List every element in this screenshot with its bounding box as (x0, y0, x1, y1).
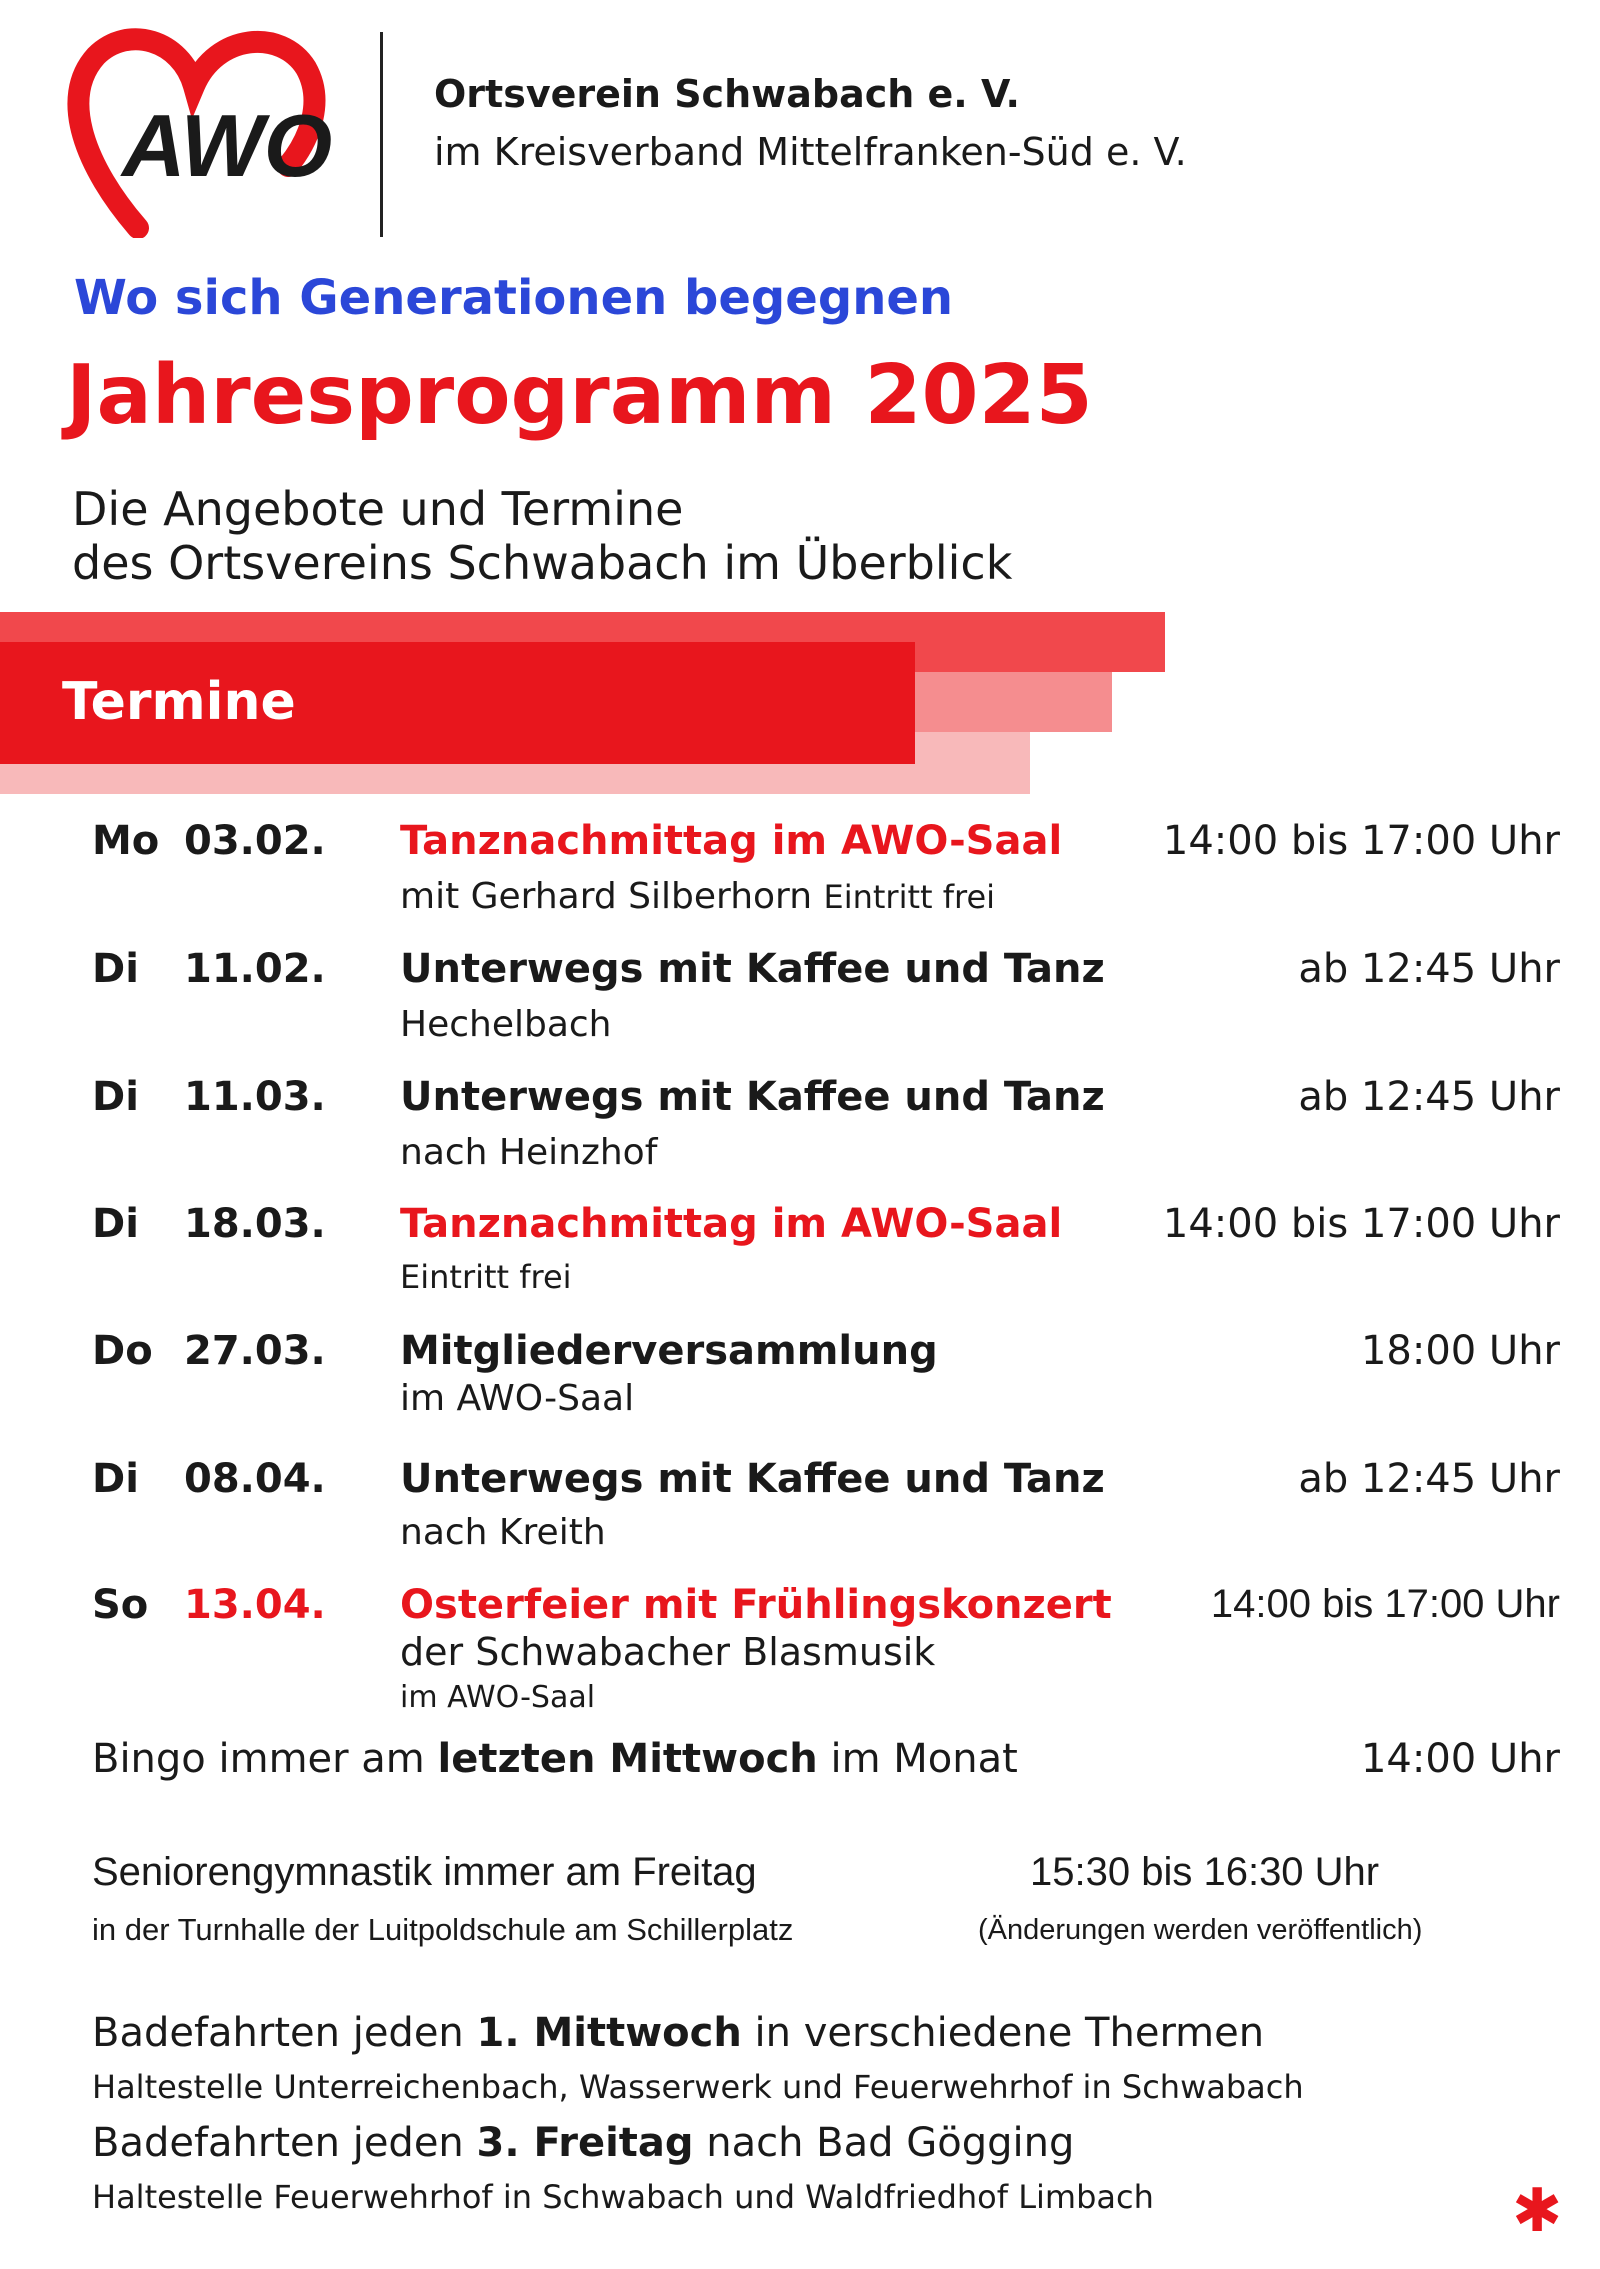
slogan: Wo sich Generationen begegnen (74, 270, 954, 326)
event-title: Mitgliederversammlung (400, 1328, 938, 1374)
event-subtitle: Hechelbach (400, 1004, 612, 1045)
event-subtitle-text: mit Gerhard Silberhorn (400, 876, 813, 917)
event-subtitle: nach Heinzhof (400, 1132, 658, 1173)
event-time: ab 12:45 Uhr (1298, 1074, 1560, 1120)
bingo-bold: letzten Mittwoch (437, 1736, 818, 1782)
gym-label: Seniorengymnastik immer am Freitag (92, 1850, 757, 1894)
bath-line-1 (92, 2010, 1264, 2056)
event-subtitle-extra: Eintritt frei (823, 878, 996, 916)
event-day: Do (92, 1328, 153, 1374)
bingo-pre: Bingo immer am (92, 1736, 438, 1782)
event-title: Osterfeier mit Frühlingskonzert (400, 1582, 1112, 1628)
bath1-post: in verschiedene Thermen (741, 2010, 1265, 2056)
event-time: 18:00 Uhr (1360, 1328, 1560, 1374)
event-title: Tanznachmittag im AWO-Saal (400, 1201, 1063, 1247)
gym-location: in der Turnhalle der Luitpoldschule am Schillerplatz (92, 1912, 794, 1947)
event-day: So (92, 1582, 149, 1628)
event-time: ab 12:45 Uhr (1298, 946, 1560, 992)
banner-label: Termine (62, 672, 296, 732)
event-day: Di (92, 1201, 139, 1247)
event-subtitle: der Schwabacher Blasmusik (400, 1630, 936, 1674)
event-date: 03.02. (184, 818, 326, 864)
bingo-time: 14:00 Uhr (1360, 1736, 1560, 1782)
bath2-bold: 3. Freitag (476, 2120, 694, 2166)
event-subtitle (400, 876, 995, 917)
bath2-post: nach Bad Gögging (693, 2120, 1075, 2166)
bingo-post: im Monat (817, 1736, 1018, 1782)
header-divider (380, 32, 383, 237)
page-title: Jahresprogramm 2025 (66, 348, 1093, 443)
event-day: Di (92, 1456, 139, 1502)
org-subtitle: im Kreisverband Mittelfranken-Süd e. V. (434, 130, 1187, 174)
bath-stops-2: Haltestelle Feuerwehrhof in Schwabach und Waldfriedhof Limbach (92, 2178, 1154, 2216)
event-date: 13.04. (184, 1582, 326, 1628)
bingo-line (92, 1736, 1018, 1782)
event-subtitle: Eintritt frei (400, 1258, 572, 1296)
gym-time: 15:30 bis 16:30 Uhr (1030, 1850, 1380, 1894)
asterisk-icon: ✱ (1512, 2176, 1563, 2246)
event-time: 14:00 bis 17:00 Uhr (1162, 818, 1560, 864)
event-title: Unterwegs mit Kaffee und Tanz (400, 946, 1105, 992)
logo-text: AWO (122, 96, 333, 195)
awo-logo (66, 28, 336, 238)
bath1-bold: 1. Mittwoch (476, 2010, 742, 2056)
event-day: Mo (92, 818, 160, 864)
event-title: Unterwegs mit Kaffee und Tanz (400, 1456, 1105, 1502)
event-date: 08.04. (184, 1456, 326, 1502)
gym-note: (Änderungen werden veröffentlich) (978, 1914, 1423, 1946)
org-name: Ortsverein Schwabach e. V. (434, 72, 1020, 116)
bath-stops-1: Haltestelle Unterreichenbach, Wasserwerk und Feuerwehrhof in Schwabach (92, 2068, 1304, 2106)
event-time: ab 12:45 Uhr (1298, 1456, 1560, 1502)
event-date: 27.03. (184, 1328, 326, 1374)
event-time: 14:00 bis 17:00 Uhr (1162, 1201, 1560, 1247)
event-subtitle: im AWO-Saal (400, 1378, 635, 1419)
intro-line-2: des Ortsvereins Schwabach im Überblick (72, 536, 1013, 590)
event-date: 18.03. (184, 1201, 326, 1247)
event-title: Unterwegs mit Kaffee und Tanz (400, 1074, 1105, 1120)
intro-line-1: Die Angebote und Termine (72, 482, 684, 536)
event-subtitle: nach Kreith (400, 1512, 606, 1553)
bath1-pre: Badefahrten jeden (92, 2010, 477, 2056)
event-subtitle-2: im AWO-Saal (400, 1680, 596, 1715)
event-title: Tanznachmittag im AWO-Saal (400, 818, 1063, 864)
event-date: 11.03. (184, 1074, 326, 1120)
event-date: 11.02. (184, 946, 326, 992)
bath2-pre: Badefahrten jeden (92, 2120, 477, 2166)
bath-line-2 (92, 2120, 1074, 2166)
event-day: Di (92, 946, 139, 992)
event-day: Di (92, 1074, 139, 1120)
event-time: 14:00 bis 17:00 Uhr (1210, 1582, 1560, 1626)
